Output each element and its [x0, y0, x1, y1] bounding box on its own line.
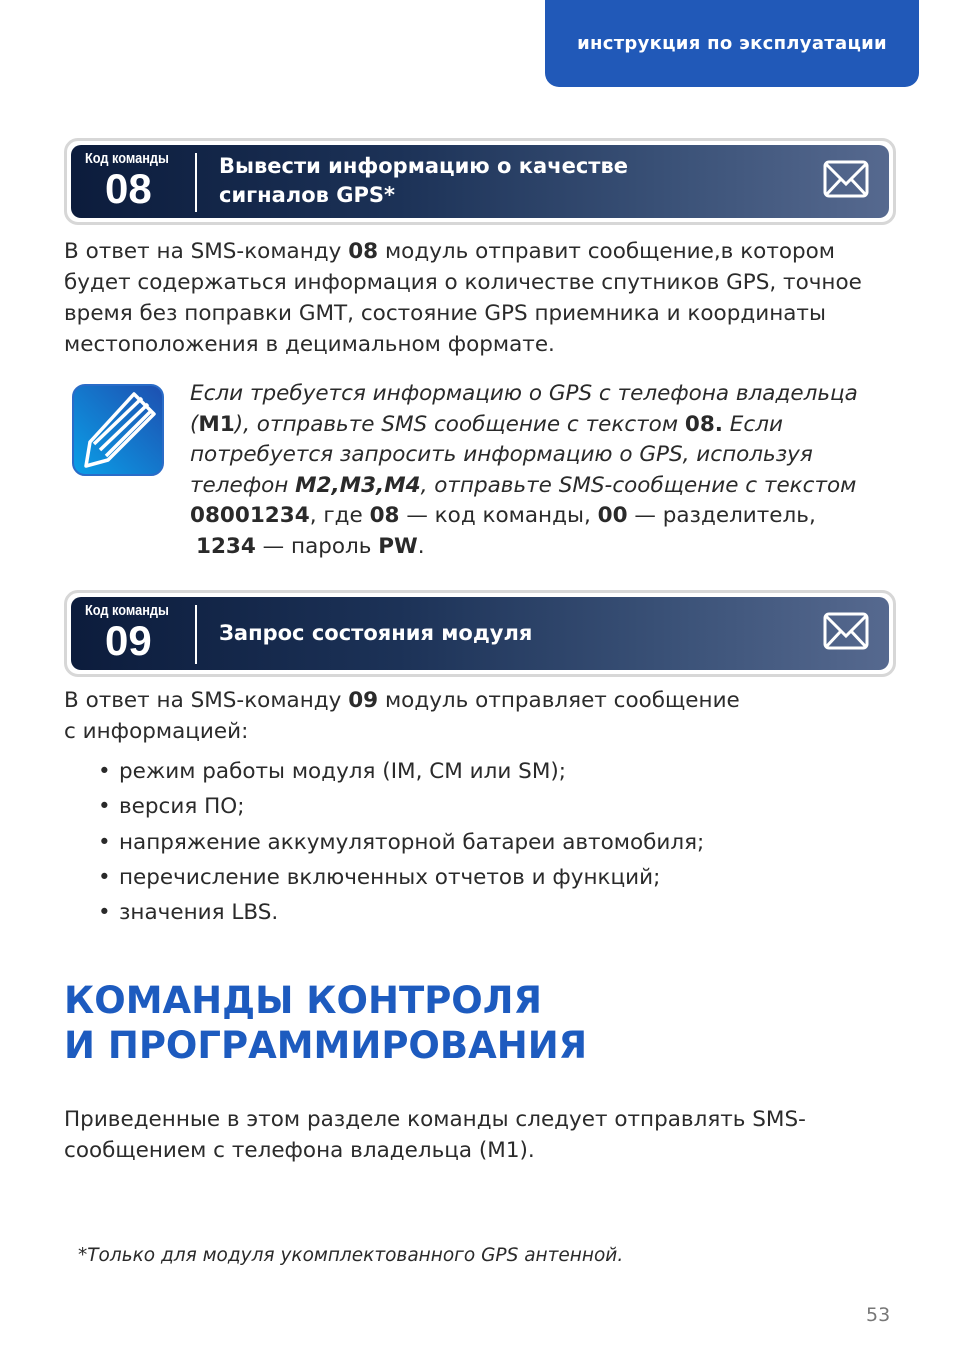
pencil-icon: [72, 384, 164, 476]
divider: [195, 605, 197, 664]
text-bold: 00: [597, 503, 628, 529]
command-title-line: Вывести информацию о качестве: [219, 154, 629, 178]
header-tab: [545, 0, 919, 87]
text-bold: M1: [198, 411, 235, 437]
text: В ответ на SMS-команду: [64, 688, 349, 713]
text: .: [417, 533, 425, 559]
heading-line: И ПРОГРАММИРОВАНИЯ: [64, 1024, 588, 1067]
code-number: 09: [105, 617, 152, 664]
text: Приведенные в этом разделе команды следует отправлять SMS-: [64, 1107, 806, 1132]
text-bold: M2,M3,M4: [295, 472, 421, 498]
text: модуль отправит сообщение,в котором: [378, 239, 836, 264]
text-bold: PW: [378, 533, 418, 559]
text: — код команды,: [399, 503, 598, 529]
bullet-list: [64, 756, 704, 932]
divider: [195, 153, 197, 212]
note-text: [190, 379, 858, 563]
command-title: [219, 152, 628, 210]
envelope-icon: [823, 160, 869, 198]
text: Если: [722, 411, 783, 437]
text-bold: 08: [369, 503, 400, 529]
command-title: Запрос состояния модуля: [219, 621, 533, 645]
footnote: *Только для модуля укомплектованного GPS антенной.: [78, 1245, 624, 1266]
code-label: Код команды: [85, 602, 169, 619]
text: (: [190, 411, 199, 437]
text: — разделитель,: [627, 503, 816, 529]
command-08-banner: [64, 138, 896, 225]
banner-body: [71, 145, 889, 218]
text: телефон: [190, 472, 296, 498]
text: потребуется запросить информацию о GPS, используя: [190, 442, 813, 468]
text: сообщением с телефона владельца (M1).: [64, 1138, 535, 1163]
text: В ответ на SMS-команду: [64, 239, 349, 264]
text: время без поправки GMT, состояние GPS приемника и координаты: [64, 301, 826, 326]
command-title-line: сигналов GPS*: [219, 183, 395, 207]
code-number: 08: [105, 165, 152, 212]
list-item: • режим работы модуля (IM, CM или SM);: [64, 756, 704, 791]
list-item: • значения LBS.: [64, 897, 704, 932]
banner-body: [71, 597, 889, 670]
list-item: • напряжение аккумуляторной батареи автомобиля;: [64, 827, 704, 862]
page-number: 53: [866, 1304, 891, 1326]
list-item: • версия ПО;: [64, 791, 704, 826]
list-item: • перечисление включенных отчетов и функций;: [64, 862, 704, 897]
code-label: Код команды: [85, 150, 169, 167]
paragraph-cmd08: [64, 236, 862, 360]
text: будет содержаться информация о количестве спутников GPS, точное: [64, 270, 862, 295]
header-tab-label: инструкция по эксплуатации: [577, 33, 887, 54]
text-bold: 08001234: [190, 503, 310, 529]
paragraph-cmd09: [64, 685, 740, 747]
text: модуль отправляет сообщение: [378, 688, 740, 713]
text-bold: 1234: [196, 533, 256, 559]
text: с информацией:: [64, 719, 249, 744]
heading-line: КОМАНДЫ КОНТРОЛЯ: [64, 979, 542, 1022]
text: ), отправьте SMS сообщение с текстом: [234, 411, 685, 437]
text: местоположения в децимальном формате.: [64, 332, 555, 357]
text: Если требуется информацию о GPS с телефона владельца: [190, 381, 858, 406]
section-paragraph: [64, 1104, 806, 1166]
text-bold: 08.: [684, 411, 723, 437]
text-bold: 08: [348, 239, 379, 264]
text: , отправьте SMS-сообщение с текстом: [420, 472, 857, 498]
text: , где: [309, 503, 370, 529]
command-09-banner: [64, 590, 896, 677]
text: — пароль: [255, 533, 379, 559]
text-bold: 09: [348, 688, 379, 713]
section-heading: [64, 978, 587, 1068]
envelope-icon: [823, 612, 869, 650]
